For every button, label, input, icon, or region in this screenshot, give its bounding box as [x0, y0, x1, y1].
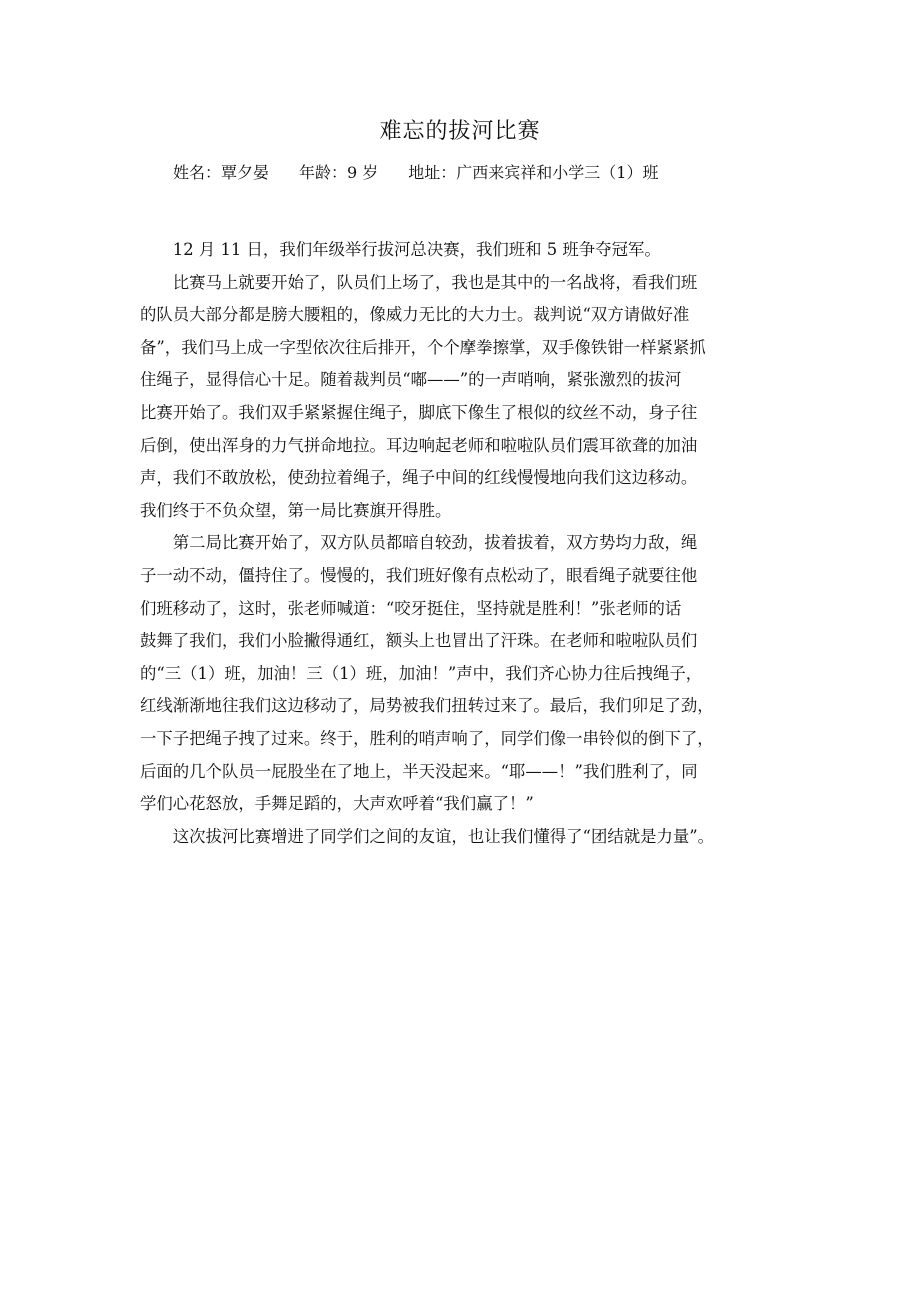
author-name: 姓名：覃夕晏	[173, 163, 270, 182]
paragraph-2: 比赛马上就要开始了，队员们上场了，我也是其中的一名战将，看我们班 的队员大部分都是膀大腰粗的，像威力无比的大力士。裁判说“双方请做好准 备”，我们马上成一字型依次往后排开，个个摩拳擦掌，双手像铁钳一样紧紧抓 住绳子，显得信心十足。随着裁判员“嘟——”的一声哨响，紧张激烈的拔河 比赛开始了。我们双手紧紧握住绳子，脚底下像生了根似的纹丝不动，身子往 后倒，使出浑身的力气拼命地拉。耳边响起老师和啦啦队员们震耳欲聋的加油 声，我们不敢放松，使劲拉着绳子，绳子中间的红线慢慢地向我们这边移动。 我们终于不负众望，第一局比赛旗开得胜。	[140, 272, 706, 520]
author-age: 年龄：9 岁	[299, 163, 379, 182]
essay-body	[140, 234, 780, 853]
paragraph-1: 12 月 11 日，我们年级举行拔河总决赛，我们班和 5 班争夺冠军。	[172, 240, 661, 259]
paragraph-3: 第二局比赛开始了，双方队员都暗自较劲，拔着拔着，双方势均力敌，绳 子一动不动，僵持住了。慢慢的，我们班好像有点松动了，眼看绳子就要往他 们班移动了，这时，张老师喊道：“咬牙挺住，坚持就是胜利！”张老师的话 鼓舞了我们，我们小脸撇得通红，额头上也冒出了汗珠。在老师和啦啦队员们 的“三（1）班，加油！三（1）班，加油！”声中，我们齐心协力往后拽绳子， 红线渐渐地往我们这边移动了，局势被我们扭转过来了。最后，我们卯足了劲， 一下子把绳子拽了过来。终于，胜利的哨声响了，同学们像一串铃似的倒下了， 后面的几个队员一屁股坐在了地上，半天没起来。“耶——！”我们胜利了，同 学们心花怒放，手舞足蹈的，大声欢呼着“我们赢了！”	[140, 533, 714, 814]
essay-title: 难忘的拔河比赛	[379, 119, 541, 144]
paragraph-4: 这次拔河比赛增进了同学们之间的友谊，也让我们懂得了“团结就是力量”。	[172, 826, 715, 846]
author-byline	[173, 161, 658, 185]
author-address: 地址：广西来宾祥和小学三（1）班	[408, 163, 659, 182]
